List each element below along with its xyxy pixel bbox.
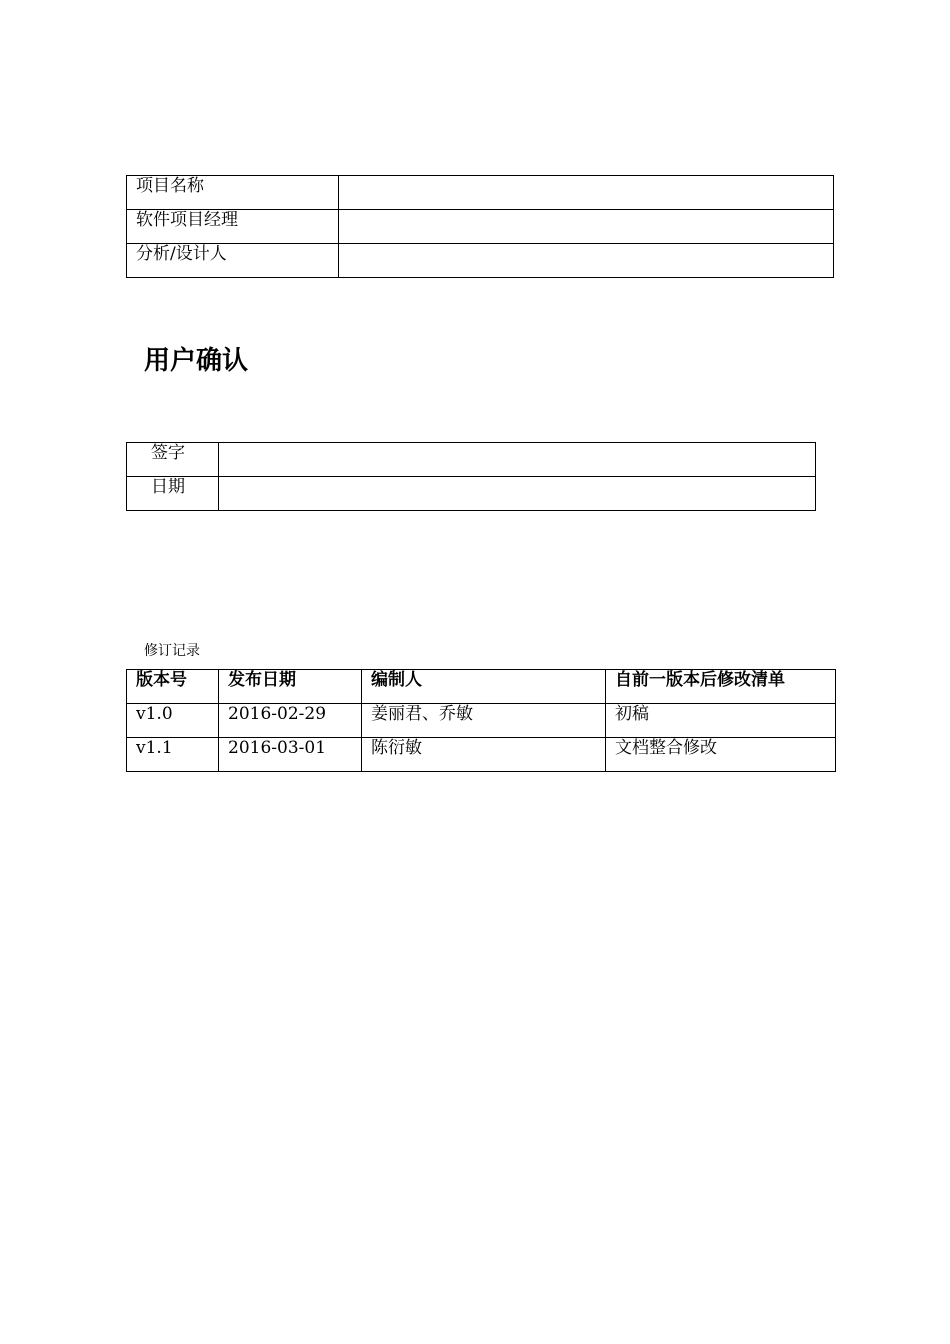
header-date: 发布日期 [219,670,362,704]
revision-author: 陈衍敏 [362,738,606,772]
revision-date: 2016-02-29 [219,704,362,738]
header-version: 版本号 [127,670,219,704]
revision-record-table [126,669,836,772]
project-manager-value[interactable] [339,210,834,244]
revision-date: 2016-03-01 [219,738,362,772]
project-info-row [127,210,834,244]
revision-changes: 初稿 [606,704,836,738]
revision-version: v1.1 [127,738,219,772]
project-info-row [127,176,834,210]
project-info-row [127,244,834,278]
project-name-value[interactable] [339,176,834,210]
revision-author: 姜丽君、乔敏 [362,704,606,738]
table-row [127,704,836,738]
designer-value[interactable] [339,244,834,278]
header-author: 编制人 [362,670,606,704]
project-name-label: 项目名称 [127,176,339,210]
revision-changes: 文档整合修改 [606,738,836,772]
date-value[interactable] [219,477,816,511]
confirmation-row [127,443,816,477]
revision-header-row [127,670,836,704]
header-changes: 自前一版本后修改清单 [606,670,836,704]
user-confirmation-table [126,442,816,511]
revision-record-caption: 修订记录 [144,643,200,659]
confirmation-row [127,477,816,511]
signature-label: 签字 [127,443,219,477]
project-manager-label: 软件项目经理 [127,210,339,244]
revision-version: v1.0 [127,704,219,738]
table-row [127,738,836,772]
date-label: 日期 [127,477,219,511]
signature-value[interactable] [219,443,816,477]
designer-label: 分析/设计人 [127,244,339,278]
project-info-table [126,175,834,278]
user-confirmation-title: 用户确认 [144,346,249,376]
